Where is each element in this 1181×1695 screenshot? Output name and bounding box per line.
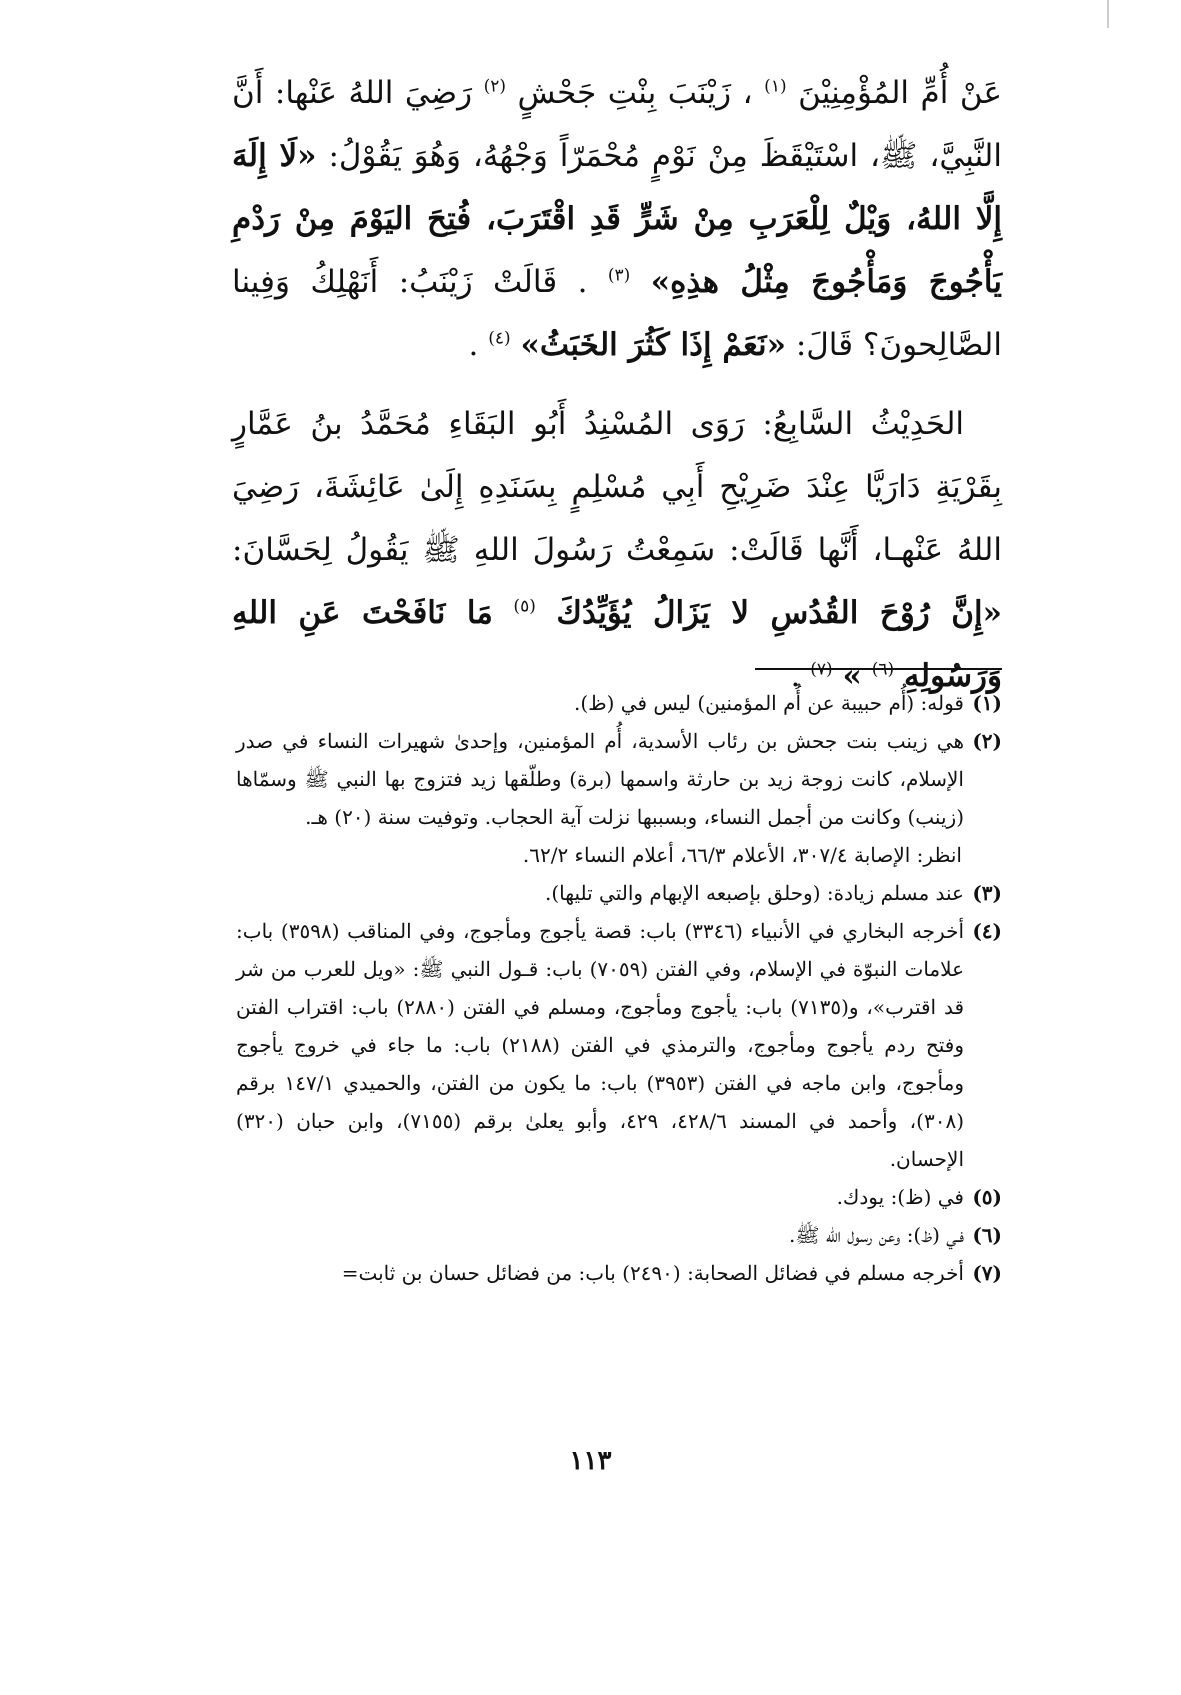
footnote-reference: (٤)	[488, 328, 511, 349]
footnote-number: (٥)	[972, 1185, 1002, 1209]
page-number: ١١٣	[569, 1446, 612, 1476]
footnote-reference: (٢)	[483, 76, 507, 97]
footnote-item	[236, 1254, 1002, 1292]
paragraph-hadith-zaynab	[232, 62, 1002, 377]
footnote-text: في (ظ): يودك.	[836, 1185, 964, 1209]
paragraph-seventh-hadith	[232, 393, 1002, 708]
main-text	[232, 62, 1002, 708]
footnote-body	[236, 1254, 964, 1292]
footnote-text: فـي (ظ): وعن رسول الله ﷺ.	[788, 1223, 964, 1247]
text-run: رَضِيَ اللهُ عَنْها: أَنَّ النَّبِيَّ، ﷺ، اسْتَيْقَظَ مِنْ نَوْمٍ مُحْمَرّاً وَجْهُهُ، وَهُوَ يَقُوْلُ:	[232, 75, 1002, 174]
footnote-number: (٢)	[972, 729, 1002, 753]
footnote-item	[236, 1178, 1002, 1216]
footnote-item	[236, 1216, 1002, 1254]
prophetic-quote: مَا نَافَحْتَ عَنِ اللهِ وَرَسُولِهِ	[232, 595, 1002, 694]
footnote-text: أخرجه البخاري في الأنبياء (٣٣٤٦) باب: قصة يأجوج ومأجوج، وفي المناقب (٣٥٩٨) باب: علامات النبوّة في الإسلام، وفي الفتن (٧٠٥٩) باب: قـول النبي ﷺ: «ويل للعرب من شر قد اقترب»، و(٧١٣٥) باب: يأجوج ومأجوج، ومسلم في الفتن (٢٨٨٠) باب: اقتراب الفتن وفتح ردم يأجوج ومأجوج، والترمذي في الفتن (٢١٨٨) باب: ما جاء في خروج يأجوج ومأجوج، وابن ماجه في الفتن (٣٩٥٣) باب: ما يكون من الفتن، والحميدي ١٤٧/١ برقم (٣٠٨)، وأحمد في المسند ٤٢٨/٦، ٤٢٩، وأبو يعلىٰ برقم (٧١٥٥)، وابن حبان (٣٢٠) الإحسان.	[236, 919, 965, 1171]
footnote-text: قوله: (أُم حبيبة عن أُم المؤمنين) ليس في (ظ).	[573, 691, 964, 715]
footnote-reference: (١)	[764, 76, 787, 97]
footnote-number: (٧)	[972, 1261, 1002, 1285]
text-run: عَنْ أُمِّ المُؤْمِنِيْنَ	[798, 75, 1002, 111]
footnote-body	[236, 874, 964, 912]
footnote-number: (٤)	[972, 919, 1002, 943]
page-edge-mark	[1107, 0, 1109, 28]
footnote-body	[236, 1178, 964, 1216]
prophetic-quote: «لَا إِلَهَ إِلَّا اللهُ، وَيْلٌ لِلْعَرَبِ مِنْ شَرٍّ قَدِ اقْتَرَبَ، فُتِحَ اليَوْمَ مِنْ رَدْمِ يَأْجُوجَ وَمَأْجُوجَ مِثْلُ هذِهِ»	[232, 138, 1002, 300]
text-run: ، زَيْنَبَ بِنْتِ جَحْشٍ	[517, 75, 753, 111]
text-run: .	[790, 658, 801, 694]
prophetic-quote: «إِنَّ رُوْحَ القُدُسِ لا يَزَالُ يُؤَيِّدُكَ	[556, 595, 1002, 631]
footnote-number: (٦)	[972, 1223, 1002, 1247]
footnote-separator	[755, 668, 1002, 670]
prophetic-quote: «نَعَمْ إِذَا كَثُرَ الخَبَثُ»	[520, 327, 786, 363]
text-run: .	[468, 327, 479, 363]
footnote-body	[236, 1216, 964, 1254]
footnote-body	[236, 912, 964, 1178]
footnote-body	[236, 684, 964, 722]
footnote-sources: انظر: الإصابة ٣٠٧/٤، الأعلام ٦٦/٣، أعلام النساء ٦٢/٢.	[522, 843, 962, 867]
footnote-number: (١)	[972, 691, 1002, 715]
footnote-text: هي زينب بنت جحش بن رئاب الأسدية، أُم المؤمنين، وإحدىٰ شهيرات النساء في صدر الإسلام، كانت زوجة زيد بن حارثة واسمها (برة) وطلّقها زيد فتزوج بها النبي ﷺ وسمّاها (زينب) وكانت من أجمل النساء، وبسببها نزلت آية الحجاب. وتوفيت سنة (٢٠) هـ.	[236, 729, 964, 829]
footnote-reference: (٧)	[810, 659, 833, 680]
footnote-number: (٣)	[972, 881, 1002, 905]
text-run: رَوَى المُسْنِدُ أَبُو البَقَاءِ مُحَمَّدُ بنُ عَمَّارٍ بِقَرْيَةِ دَارَيَّا عِنْدَ ضَرِيْحِ أَبِي مُسْلِمٍ بِسَنَدِهِ إِلَىٰ عَائِشَةَ، رَضِيَ اللهُ عَنْهـا، أَنَّها قَالَتْ: سَمِعْتُ رَسُولَ اللهِ ﷺ يَقُولُ لِحَسَّانَ:	[232, 406, 1002, 568]
footnote-text: أخرجه مسلم في فضائل الصحابة: (٢٤٩٠) باب: من فضائل حسان بن ثابت=	[341, 1261, 964, 1285]
footnote-text: عند مسلم زيادة: (وحلق بإصبعه الإبهام والتي تليها).	[544, 881, 964, 905]
footnote-reference: (٦)	[871, 659, 895, 680]
quote-close: »	[842, 658, 862, 694]
footnote-item	[236, 912, 1002, 1178]
footnote-item	[236, 684, 1002, 722]
footnote-reference: (٣)	[607, 265, 631, 286]
text-run: . قَالَتْ زَيْنَبُ: أَنَهْلِكُ وَفِينا الصَّالِحونَ؟ قَالَ:	[232, 264, 1002, 363]
footnote-item	[236, 874, 1002, 912]
footnotes	[236, 684, 1002, 1292]
footnote-item	[236, 722, 1002, 874]
footnote-body	[236, 722, 964, 874]
section-heading: الحَدِيْثُ السَّابِعُ:	[762, 406, 964, 442]
footnote-reference: (٥)	[513, 596, 536, 617]
